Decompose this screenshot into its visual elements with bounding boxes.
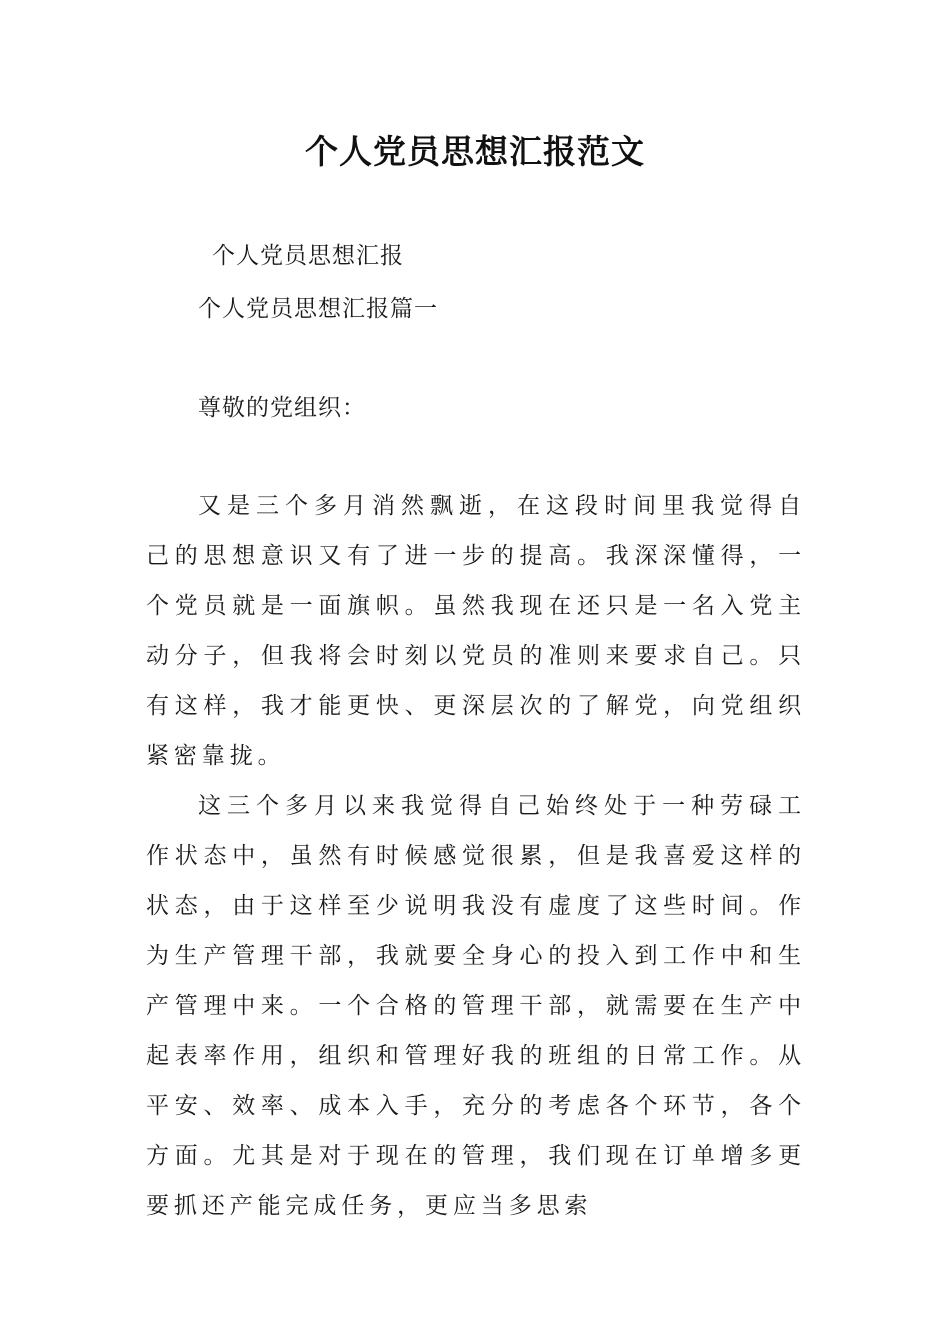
subtitle-line-1: 个人党员思想汇报 bbox=[212, 243, 404, 269]
body-paragraph-1: 又是三个多月消然飘逝，在这段时间里我觉得自己的思想意识又有了进一步的提高。我深深懂得，一个党员就是一面旗帜。虽然我现在还只是一名入党主动分子，但我将会时刻以党员的准则来要求自己。只有这样，我才能更快、更深层次的了解党，向党组织紧密靠拢。 bbox=[146, 493, 806, 769]
salutation: 尊敬的党组织： bbox=[198, 395, 366, 421]
document-title: 个人党员思想汇报范文 bbox=[305, 132, 645, 171]
subtitle-line-2: 个人党员思想汇报篇一 bbox=[198, 296, 438, 322]
body-paragraph-2: 这三个多月以来我觉得自己始终处于一种劳碌工作状态中，虽然有时候感觉很累，但是我喜爱这样的状态，由于这样至少说明我没有虚度了这些时间。作为生产管理干部，我就要全身心的投入到工作中和生产管理中来。一个合格的管理干部，就需要在生产中起表率作用，组织和管理好我的班组的日常工作。从平安、效率、成本入手，充分的考虑各个环节，各个方面。尤其是对于现在的管理，我们现在订单增多更要抓还产能完成任务，更应当多思索 bbox=[146, 793, 806, 1219]
